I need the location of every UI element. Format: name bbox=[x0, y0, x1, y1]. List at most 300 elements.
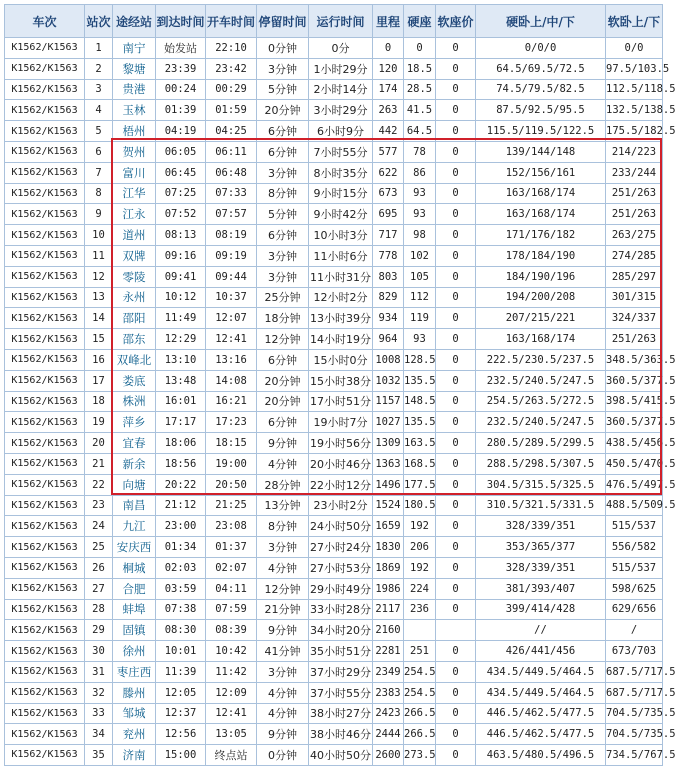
cell-departure-time: 06:11 bbox=[206, 141, 257, 162]
column-header-soft-sleeper-price: 软卧上/下 bbox=[606, 5, 663, 38]
cell-station[interactable]: 娄底 bbox=[113, 370, 156, 391]
cell-run-time: 15小时0分 bbox=[309, 349, 373, 370]
cell-station[interactable]: 富川 bbox=[113, 162, 156, 183]
cell-soft-sleeper-price: 274/285 bbox=[606, 245, 663, 266]
cell-train-no: K1562/K1563 bbox=[5, 433, 85, 454]
cell-train-no: K1562/K1563 bbox=[5, 578, 85, 599]
cell-arrival-time: 23:00 bbox=[156, 516, 206, 537]
cell-hard-sleeper-price: 171/176/182 bbox=[476, 225, 606, 246]
cell-soft-seat-price: 0 bbox=[436, 183, 476, 204]
cell-hard-seat: 28.5 bbox=[404, 79, 436, 100]
cell-soft-seat-price: 0 bbox=[436, 225, 476, 246]
cell-arrival-time: 21:12 bbox=[156, 495, 206, 516]
cell-stop-no: 27 bbox=[85, 578, 113, 599]
table-row bbox=[5, 349, 663, 370]
cell-arrival-time: 06:05 bbox=[156, 141, 206, 162]
cell-train-no: K1562/K1563 bbox=[5, 100, 85, 121]
cell-soft-sleeper-price: 263/275 bbox=[606, 225, 663, 246]
cell-hard-seat: 251 bbox=[404, 641, 436, 662]
cell-soft-sleeper-price: 687.5/717.5 bbox=[606, 661, 663, 682]
cell-stop-no: 3 bbox=[85, 79, 113, 100]
cell-station[interactable]: 邹城 bbox=[113, 703, 156, 724]
cell-station[interactable]: 双牌 bbox=[113, 245, 156, 266]
cell-run-time: 10小时3分 bbox=[309, 225, 373, 246]
cell-departure-time: 17:23 bbox=[206, 412, 257, 433]
cell-run-time: 11小时6分 bbox=[309, 245, 373, 266]
column-header-station: 途经站 bbox=[113, 5, 156, 38]
cell-train-no: K1562/K1563 bbox=[5, 162, 85, 183]
cell-distance: 1496 bbox=[373, 474, 404, 495]
cell-departure-time: 22:10 bbox=[206, 38, 257, 59]
cell-departure-time: 14:08 bbox=[206, 370, 257, 391]
cell-run-time: 34小时20分 bbox=[309, 620, 373, 641]
cell-arrival-time: 13:48 bbox=[156, 370, 206, 391]
table-row bbox=[5, 391, 663, 412]
cell-run-time: 14小时19分 bbox=[309, 329, 373, 350]
cell-distance: 1869 bbox=[373, 557, 404, 578]
schedule-container bbox=[4, 4, 676, 766]
cell-soft-seat-price: 0 bbox=[436, 370, 476, 391]
cell-soft-seat-price: 0 bbox=[436, 38, 476, 59]
table-row bbox=[5, 516, 663, 537]
cell-soft-seat-price: 0 bbox=[436, 474, 476, 495]
cell-distance: 717 bbox=[373, 225, 404, 246]
cell-soft-seat-price: 0 bbox=[436, 329, 476, 350]
cell-stop-duration: 3分钟 bbox=[257, 245, 309, 266]
column-header-distance: 里程 bbox=[373, 5, 404, 38]
cell-soft-sleeper-price: 515/537 bbox=[606, 516, 663, 537]
cell-distance: 1032 bbox=[373, 370, 404, 391]
cell-stop-no: 25 bbox=[85, 537, 113, 558]
cell-run-time: 22小时12分 bbox=[309, 474, 373, 495]
cell-run-time: 35小时51分 bbox=[309, 641, 373, 662]
cell-stop-no: 6 bbox=[85, 141, 113, 162]
cell-run-time: 33小时28分 bbox=[309, 599, 373, 620]
cell-stop-no: 34 bbox=[85, 724, 113, 745]
cell-stop-no: 22 bbox=[85, 474, 113, 495]
cell-train-no: K1562/K1563 bbox=[5, 557, 85, 578]
cell-train-no: K1562/K1563 bbox=[5, 599, 85, 620]
cell-stop-no: 29 bbox=[85, 620, 113, 641]
cell-soft-sleeper-price: 285/297 bbox=[606, 266, 663, 287]
table-row bbox=[5, 537, 663, 558]
cell-hard-seat: 93 bbox=[404, 329, 436, 350]
cell-stop-duration: 9分钟 bbox=[257, 433, 309, 454]
cell-soft-seat-price: 0 bbox=[436, 682, 476, 703]
cell-station[interactable]: 黎塘 bbox=[113, 58, 156, 79]
cell-stop-no: 18 bbox=[85, 391, 113, 412]
cell-soft-sleeper-price: 360.5/377.5 bbox=[606, 370, 663, 391]
cell-distance: 1659 bbox=[373, 516, 404, 537]
table-row bbox=[5, 329, 663, 350]
cell-hard-sleeper-price: 288.5/298.5/307.5 bbox=[476, 453, 606, 474]
cell-stop-no: 31 bbox=[85, 661, 113, 682]
cell-distance: 1309 bbox=[373, 433, 404, 454]
cell-train-no: K1562/K1563 bbox=[5, 537, 85, 558]
cell-stop-no: 15 bbox=[85, 329, 113, 350]
cell-stop-no: 9 bbox=[85, 204, 113, 225]
cell-run-time: 13小时39分 bbox=[309, 308, 373, 329]
cell-soft-seat-price: 0 bbox=[436, 703, 476, 724]
cell-hard-seat: 18.5 bbox=[404, 58, 436, 79]
cell-departure-time: 10:42 bbox=[206, 641, 257, 662]
cell-distance: 442 bbox=[373, 121, 404, 142]
cell-run-time: 6小时9分 bbox=[309, 121, 373, 142]
cell-departure-time: 09:44 bbox=[206, 266, 257, 287]
cell-train-no: K1562/K1563 bbox=[5, 266, 85, 287]
cell-train-no: K1562/K1563 bbox=[5, 204, 85, 225]
cell-hard-seat: 98 bbox=[404, 225, 436, 246]
cell-soft-seat-price: 0 bbox=[436, 433, 476, 454]
cell-hard-seat: 163.5 bbox=[404, 433, 436, 454]
cell-station[interactable]: 萍乡 bbox=[113, 412, 156, 433]
cell-distance: 2383 bbox=[373, 682, 404, 703]
cell-run-time: 19小时7分 bbox=[309, 412, 373, 433]
cell-hard-sleeper-price: 207/215/221 bbox=[476, 308, 606, 329]
cell-departure-time: 23:08 bbox=[206, 516, 257, 537]
cell-distance: 2600 bbox=[373, 745, 404, 766]
cell-run-time: 0分 bbox=[309, 38, 373, 59]
cell-soft-sleeper-price: 556/582 bbox=[606, 537, 663, 558]
cell-soft-seat-price: 0 bbox=[436, 245, 476, 266]
cell-hard-seat: 93 bbox=[404, 204, 436, 225]
cell-stop-duration: 28分钟 bbox=[257, 474, 309, 495]
cell-hard-sleeper-price: 0/0/0 bbox=[476, 38, 606, 59]
cell-soft-seat-price: 0 bbox=[436, 537, 476, 558]
cell-station[interactable]: 梧州 bbox=[113, 121, 156, 142]
cell-soft-sleeper-price: 132.5/138.5 bbox=[606, 100, 663, 121]
cell-train-no: K1562/K1563 bbox=[5, 38, 85, 59]
cell-run-time: 9小时15分 bbox=[309, 183, 373, 204]
cell-soft-sleeper-price: 704.5/735.5 bbox=[606, 724, 663, 745]
cell-distance: 0 bbox=[373, 38, 404, 59]
cell-run-time: 8小时35分 bbox=[309, 162, 373, 183]
cell-stop-no: 4 bbox=[85, 100, 113, 121]
cell-soft-sleeper-price: 398.5/415.5 bbox=[606, 391, 663, 412]
cell-soft-seat-price: 0 bbox=[436, 58, 476, 79]
cell-soft-seat-price: 0 bbox=[436, 495, 476, 516]
cell-train-no: K1562/K1563 bbox=[5, 141, 85, 162]
cell-soft-sleeper-price: 301/315 bbox=[606, 287, 663, 308]
cell-station[interactable]: 兖州 bbox=[113, 724, 156, 745]
cell-hard-sleeper-price: 254.5/263.5/272.5 bbox=[476, 391, 606, 412]
cell-station[interactable]: 邵东 bbox=[113, 329, 156, 350]
cell-departure-time: 07:33 bbox=[206, 183, 257, 204]
cell-hard-seat: 86 bbox=[404, 162, 436, 183]
cell-run-time: 38小时27分 bbox=[309, 703, 373, 724]
cell-station[interactable]: 桐城 bbox=[113, 557, 156, 578]
cell-stop-no: 26 bbox=[85, 557, 113, 578]
cell-distance: 2444 bbox=[373, 724, 404, 745]
cell-stop-duration: 9分钟 bbox=[257, 724, 309, 745]
cell-distance: 1027 bbox=[373, 412, 404, 433]
cell-station[interactable]: 滕州 bbox=[113, 682, 156, 703]
table-row bbox=[5, 308, 663, 329]
cell-train-no: K1562/K1563 bbox=[5, 682, 85, 703]
cell-arrival-time: 20:22 bbox=[156, 474, 206, 495]
table-row bbox=[5, 162, 663, 183]
cell-arrival-time: 16:01 bbox=[156, 391, 206, 412]
table-row bbox=[5, 204, 663, 225]
cell-station[interactable]: 南昌 bbox=[113, 495, 156, 516]
column-header-hard-seat: 硬座 bbox=[404, 5, 436, 38]
cell-hard-seat: 168.5 bbox=[404, 453, 436, 474]
cell-stop-no: 20 bbox=[85, 433, 113, 454]
cell-hard-sleeper-price: 381/393/407 bbox=[476, 578, 606, 599]
cell-departure-time: 19:00 bbox=[206, 453, 257, 474]
table-row bbox=[5, 661, 663, 682]
cell-soft-seat-price: 0 bbox=[436, 391, 476, 412]
cell-stop-duration: 25分钟 bbox=[257, 287, 309, 308]
cell-hard-seat: 266.5 bbox=[404, 724, 436, 745]
column-header-arrival-time: 到达时间 bbox=[156, 5, 206, 38]
cell-station[interactable]: 合肥 bbox=[113, 578, 156, 599]
cell-stop-duration: 6分钟 bbox=[257, 121, 309, 142]
cell-hard-sleeper-price: 222.5/230.5/237.5 bbox=[476, 349, 606, 370]
cell-soft-sleeper-price: 0/0 bbox=[606, 38, 663, 59]
cell-soft-seat-price: 0 bbox=[436, 724, 476, 745]
cell-departure-time: 07:59 bbox=[206, 599, 257, 620]
cell-stop-duration: 20分钟 bbox=[257, 391, 309, 412]
cell-arrival-time: 07:38 bbox=[156, 599, 206, 620]
cell-station[interactable]: 双峰北 bbox=[113, 349, 156, 370]
cell-departure-time: 23:42 bbox=[206, 58, 257, 79]
table-row bbox=[5, 703, 663, 724]
cell-run-time: 40小时50分 bbox=[309, 745, 373, 766]
cell-soft-seat-price: 0 bbox=[436, 141, 476, 162]
cell-distance: 1524 bbox=[373, 495, 404, 516]
cell-stop-duration: 21分钟 bbox=[257, 599, 309, 620]
cell-station[interactable]: 贵港 bbox=[113, 79, 156, 100]
cell-departure-time: 12:07 bbox=[206, 308, 257, 329]
cell-stop-duration: 5分钟 bbox=[257, 79, 309, 100]
cell-stop-no: 33 bbox=[85, 703, 113, 724]
cell-station[interactable]: 安庆西 bbox=[113, 537, 156, 558]
cell-hard-seat: 41.5 bbox=[404, 100, 436, 121]
cell-hard-seat: 119 bbox=[404, 308, 436, 329]
cell-station[interactable]: 株洲 bbox=[113, 391, 156, 412]
cell-soft-sleeper-price: 233/244 bbox=[606, 162, 663, 183]
cell-distance: 673 bbox=[373, 183, 404, 204]
cell-hard-sleeper-price: 280.5/289.5/299.5 bbox=[476, 433, 606, 454]
cell-soft-seat-price bbox=[436, 620, 476, 641]
cell-stop-no: 5 bbox=[85, 121, 113, 142]
cell-run-time: 29小时49分 bbox=[309, 578, 373, 599]
cell-soft-seat-price: 0 bbox=[436, 266, 476, 287]
cell-stop-duration: 3分钟 bbox=[257, 162, 309, 183]
cell-soft-sleeper-price: 673/703 bbox=[606, 641, 663, 662]
cell-run-time: 20小时46分 bbox=[309, 453, 373, 474]
cell-train-no: K1562/K1563 bbox=[5, 370, 85, 391]
cell-station[interactable]: 新余 bbox=[113, 453, 156, 474]
cell-soft-seat-price: 0 bbox=[436, 557, 476, 578]
table-row bbox=[5, 38, 663, 59]
cell-arrival-time: 09:16 bbox=[156, 245, 206, 266]
cell-distance: 695 bbox=[373, 204, 404, 225]
cell-stop-duration: 8分钟 bbox=[257, 516, 309, 537]
table-row bbox=[5, 745, 663, 766]
cell-station[interactable]: 江永 bbox=[113, 204, 156, 225]
cell-station[interactable]: 江华 bbox=[113, 183, 156, 204]
cell-hard-sleeper-price: 184/190/196 bbox=[476, 266, 606, 287]
cell-soft-seat-price: 0 bbox=[436, 121, 476, 142]
cell-distance: 263 bbox=[373, 100, 404, 121]
cell-station[interactable]: 宜春 bbox=[113, 433, 156, 454]
cell-hard-seat: 206 bbox=[404, 537, 436, 558]
cell-arrival-time: 03:59 bbox=[156, 578, 206, 599]
cell-hard-sleeper-price: 304.5/315.5/325.5 bbox=[476, 474, 606, 495]
cell-distance: 120 bbox=[373, 58, 404, 79]
table-row bbox=[5, 141, 663, 162]
cell-hard-sleeper-price: 194/200/208 bbox=[476, 287, 606, 308]
table-row bbox=[5, 183, 663, 204]
cell-soft-sleeper-price: 214/223 bbox=[606, 141, 663, 162]
cell-distance: 1830 bbox=[373, 537, 404, 558]
cell-station[interactable]: 枣庄西 bbox=[113, 661, 156, 682]
cell-soft-seat-price: 0 bbox=[436, 412, 476, 433]
cell-run-time: 11小时31分 bbox=[309, 266, 373, 287]
cell-arrival-time: 始发站 bbox=[156, 38, 206, 59]
cell-distance: 1157 bbox=[373, 391, 404, 412]
cell-soft-sleeper-price: 687.5/717.5 bbox=[606, 682, 663, 703]
cell-hard-sleeper-price: 399/414/428 bbox=[476, 599, 606, 620]
cell-arrival-time: 07:52 bbox=[156, 204, 206, 225]
cell-arrival-time: 02:03 bbox=[156, 557, 206, 578]
table-row bbox=[5, 79, 663, 100]
cell-station[interactable]: 玉林 bbox=[113, 100, 156, 121]
cell-stop-no: 32 bbox=[85, 682, 113, 703]
cell-stop-duration: 0分钟 bbox=[257, 745, 309, 766]
cell-station[interactable]: 九江 bbox=[113, 516, 156, 537]
cell-distance: 2423 bbox=[373, 703, 404, 724]
cell-arrival-time: 12:29 bbox=[156, 329, 206, 350]
cell-station[interactable]: 道州 bbox=[113, 225, 156, 246]
cell-stop-duration: 9分钟 bbox=[257, 620, 309, 641]
cell-station[interactable]: 永州 bbox=[113, 287, 156, 308]
column-header-train-no: 车次 bbox=[5, 5, 85, 38]
cell-station[interactable]: 零陵 bbox=[113, 266, 156, 287]
table-row bbox=[5, 620, 663, 641]
cell-distance: 829 bbox=[373, 287, 404, 308]
cell-soft-sleeper-price: 251/263 bbox=[606, 329, 663, 350]
cell-hard-seat: 0 bbox=[404, 38, 436, 59]
table-row bbox=[5, 474, 663, 495]
cell-hard-sleeper-price: 115.5/119.5/122.5 bbox=[476, 121, 606, 142]
cell-stop-no: 19 bbox=[85, 412, 113, 433]
cell-soft-sleeper-price: 704.5/735.5 bbox=[606, 703, 663, 724]
train-schedule-table bbox=[4, 4, 676, 766]
cell-station[interactable]: 向塘 bbox=[113, 474, 156, 495]
cell-run-time: 7小时55分 bbox=[309, 141, 373, 162]
cell-stop-no: 17 bbox=[85, 370, 113, 391]
cell-hard-sleeper-price: 328/339/351 bbox=[476, 557, 606, 578]
cell-run-time: 23小时2分 bbox=[309, 495, 373, 516]
cell-soft-sleeper-price: 348.5/363.5 bbox=[606, 349, 663, 370]
cell-hard-seat: 105 bbox=[404, 266, 436, 287]
cell-arrival-time: 09:41 bbox=[156, 266, 206, 287]
cell-station[interactable]: 南宁 bbox=[113, 38, 156, 59]
cell-soft-sleeper-price: 360.5/377.5 bbox=[606, 412, 663, 433]
cell-stop-duration: 8分钟 bbox=[257, 183, 309, 204]
cell-departure-time: 04:11 bbox=[206, 578, 257, 599]
cell-stop-duration: 4分钟 bbox=[257, 703, 309, 724]
cell-arrival-time: 17:17 bbox=[156, 412, 206, 433]
cell-run-time: 19小时56分 bbox=[309, 433, 373, 454]
cell-hard-sleeper-price: 446.5/462.5/477.5 bbox=[476, 703, 606, 724]
cell-stop-duration: 13分钟 bbox=[257, 495, 309, 516]
table-row bbox=[5, 557, 663, 578]
cell-distance: 1008 bbox=[373, 349, 404, 370]
cell-stop-no: 28 bbox=[85, 599, 113, 620]
cell-hard-sleeper-price: 139/144/148 bbox=[476, 141, 606, 162]
column-header-soft-seat-price: 软座价 bbox=[436, 5, 476, 38]
cell-hard-sleeper-price: 163/168/174 bbox=[476, 204, 606, 225]
cell-hard-seat: 135.5 bbox=[404, 370, 436, 391]
cell-departure-time: 02:07 bbox=[206, 557, 257, 578]
cell-station[interactable]: 徐州 bbox=[113, 641, 156, 662]
cell-station[interactable]: 蚌埠 bbox=[113, 599, 156, 620]
cell-station[interactable]: 济南 bbox=[113, 745, 156, 766]
cell-distance: 934 bbox=[373, 308, 404, 329]
table-row bbox=[5, 287, 663, 308]
cell-hard-seat: 177.5 bbox=[404, 474, 436, 495]
cell-hard-seat: 112 bbox=[404, 287, 436, 308]
cell-arrival-time: 12:05 bbox=[156, 682, 206, 703]
table-row bbox=[5, 245, 663, 266]
cell-soft-seat-price: 0 bbox=[436, 79, 476, 100]
cell-stop-duration: 3分钟 bbox=[257, 266, 309, 287]
cell-stop-duration: 6分钟 bbox=[257, 349, 309, 370]
cell-hard-seat: 64.5 bbox=[404, 121, 436, 142]
cell-hard-seat: 128.5 bbox=[404, 349, 436, 370]
cell-arrival-time: 01:34 bbox=[156, 537, 206, 558]
cell-hard-seat: 78 bbox=[404, 141, 436, 162]
cell-run-time: 1小时29分 bbox=[309, 58, 373, 79]
cell-soft-sleeper-price: 97.5/103.5 bbox=[606, 58, 663, 79]
cell-stop-no: 12 bbox=[85, 266, 113, 287]
cell-hard-seat: 102 bbox=[404, 245, 436, 266]
cell-arrival-time: 13:10 bbox=[156, 349, 206, 370]
cell-stop-no: 35 bbox=[85, 745, 113, 766]
cell-hard-seat: 266.5 bbox=[404, 703, 436, 724]
cell-distance: 174 bbox=[373, 79, 404, 100]
cell-departure-time: 13:05 bbox=[206, 724, 257, 745]
cell-station[interactable]: 贺州 bbox=[113, 141, 156, 162]
cell-stop-no: 13 bbox=[85, 287, 113, 308]
cell-soft-seat-price: 0 bbox=[436, 578, 476, 599]
cell-departure-time: 16:21 bbox=[206, 391, 257, 412]
cell-soft-sleeper-price: 476.5/497.5 bbox=[606, 474, 663, 495]
cell-station[interactable]: 固镇 bbox=[113, 620, 156, 641]
cell-soft-sleeper-price: 251/263 bbox=[606, 183, 663, 204]
cell-soft-seat-price: 0 bbox=[436, 641, 476, 662]
cell-station[interactable]: 邵阳 bbox=[113, 308, 156, 329]
cell-train-no: K1562/K1563 bbox=[5, 79, 85, 100]
column-header-run-time: 运行时间 bbox=[309, 5, 373, 38]
cell-train-no: K1562/K1563 bbox=[5, 474, 85, 495]
cell-departure-time: 13:16 bbox=[206, 349, 257, 370]
cell-soft-seat-price: 0 bbox=[436, 308, 476, 329]
cell-train-no: K1562/K1563 bbox=[5, 724, 85, 745]
cell-hard-sleeper-price: 463.5/480.5/496.5 bbox=[476, 745, 606, 766]
table-row bbox=[5, 225, 663, 246]
cell-distance: 1986 bbox=[373, 578, 404, 599]
cell-distance: 577 bbox=[373, 141, 404, 162]
cell-arrival-time: 06:45 bbox=[156, 162, 206, 183]
cell-stop-duration: 3分钟 bbox=[257, 661, 309, 682]
column-header-stop-no: 站次 bbox=[85, 5, 113, 38]
cell-stop-duration: 12分钟 bbox=[257, 578, 309, 599]
